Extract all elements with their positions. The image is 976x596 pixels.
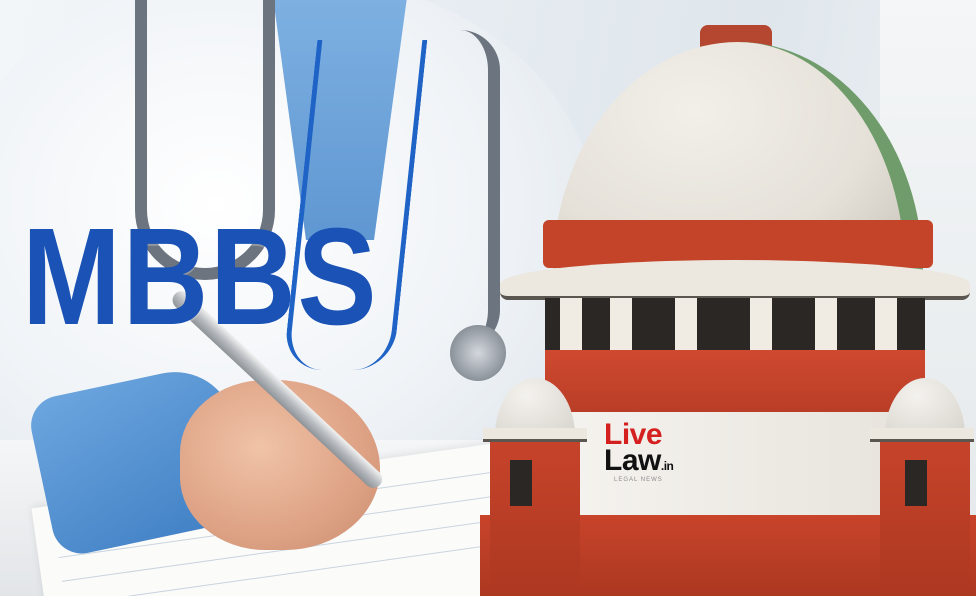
supreme-court-illustration [465,20,976,596]
drum-pillar [875,298,897,358]
right-tower [880,430,970,596]
mbbs-headline: MBBS [22,200,379,354]
drum-pillar [560,298,582,358]
left-tower-cap [483,428,587,442]
drum-pillar [675,298,697,358]
right-tower-cap [870,428,974,442]
drum-pillar [815,298,837,358]
logo-law [604,446,673,476]
court-cornice [500,260,970,300]
livelaw-logo [604,420,714,490]
logo-tagline: LEGAL NEWS [614,477,663,483]
left-tower [490,430,580,596]
right-tower-window [905,460,927,506]
drum-pillar [610,298,632,358]
logo-law-text: Law [604,444,661,477]
drum-pillar [750,298,772,358]
logo-live: Live [604,418,663,451]
left-tower-window [510,460,532,506]
logo-domain-suffix: .in [660,459,674,473]
